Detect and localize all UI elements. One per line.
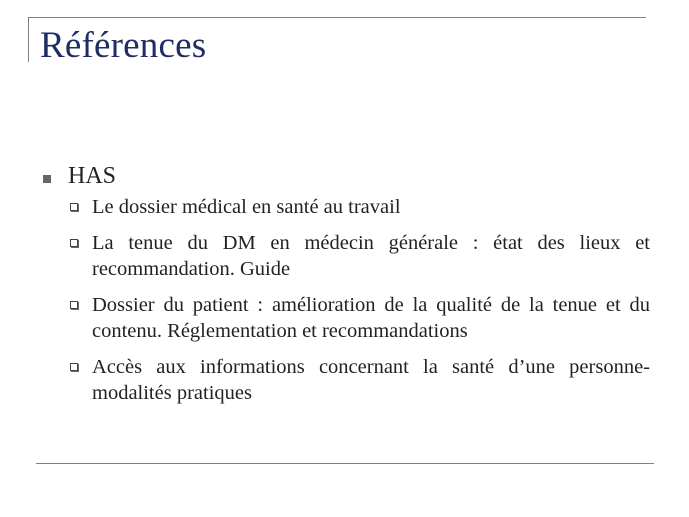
reference-text: Accès aux informations concernant la santé d’une personne- modalités pratiques bbox=[92, 356, 650, 404]
footer-rule bbox=[36, 463, 654, 464]
reference-item bbox=[40, 194, 650, 220]
hollow-square-bullet-icon bbox=[70, 301, 78, 309]
square-bullet-icon bbox=[43, 175, 51, 183]
reference-text: La tenue du DM en médecin générale : état des lieux et recommandation. Guide bbox=[92, 232, 650, 280]
reference-text: Dossier du patient : amélioration de la qualité de la tenue et du contenu. Réglementation et recommandations bbox=[92, 294, 650, 342]
reference-item bbox=[40, 230, 650, 282]
title-left-rule bbox=[28, 17, 29, 62]
reference-item bbox=[40, 354, 650, 406]
section-has bbox=[40, 160, 650, 192]
reference-list bbox=[40, 194, 650, 406]
reference-text: Le dossier médical en santé au travail bbox=[92, 196, 401, 218]
hollow-square-bullet-icon bbox=[70, 363, 78, 371]
reference-item bbox=[40, 292, 650, 344]
hollow-square-bullet-icon bbox=[70, 203, 78, 211]
slide-title: Références bbox=[40, 25, 207, 66]
section-label: HAS bbox=[68, 163, 117, 189]
hollow-square-bullet-icon bbox=[70, 239, 78, 247]
slide-content bbox=[40, 160, 650, 416]
title-top-rule bbox=[28, 17, 646, 18]
